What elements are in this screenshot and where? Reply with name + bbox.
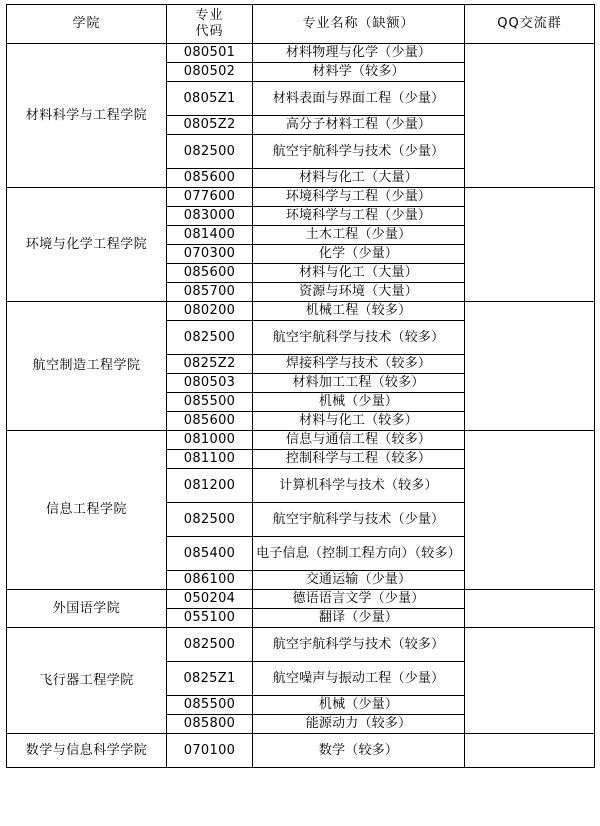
major-code-cell: 082500 xyxy=(167,321,253,355)
major-code-cell: 080501 xyxy=(167,44,253,63)
major-name-cell: 焊接科学与技术（较多） xyxy=(253,355,465,374)
college-cell: 飞行器工程学院 xyxy=(7,628,167,734)
major-code-cell: 082500 xyxy=(167,628,253,662)
qq-group-cell xyxy=(465,431,595,590)
header-qq-group: QQ交流群 xyxy=(465,5,595,44)
major-code-cell: 077600 xyxy=(167,188,253,207)
college-cell: 航空制造工程学院 xyxy=(7,302,167,431)
major-name-cell: 德语语言文学（少量） xyxy=(253,590,465,609)
qq-group-cell xyxy=(465,44,595,188)
major-code-cell: 0825Z1 xyxy=(167,662,253,696)
major-name-cell: 机械（少量） xyxy=(253,696,465,715)
college-cell: 材料科学与工程学院 xyxy=(7,44,167,188)
table-row xyxy=(7,628,595,662)
page-bottom-clip xyxy=(0,818,600,826)
major-name-cell: 机械（少量） xyxy=(253,393,465,412)
major-name-cell: 航空噪声与振动工程（少量） xyxy=(253,662,465,696)
major-code-cell: 050204 xyxy=(167,590,253,609)
college-cell: 数学与信息科学学院 xyxy=(7,734,167,768)
table-row xyxy=(7,734,595,768)
table-header xyxy=(7,5,595,44)
major-name-cell: 能源动力（较多） xyxy=(253,715,465,734)
major-name-cell: 资源与环境（大量） xyxy=(253,283,465,302)
major-code-cell: 081000 xyxy=(167,431,253,450)
major-code-cell: 085400 xyxy=(167,537,253,571)
major-name-cell: 化学（少量） xyxy=(253,245,465,264)
major-code-cell: 082500 xyxy=(167,135,253,169)
major-code-cell: 085800 xyxy=(167,715,253,734)
major-code-cell: 085500 xyxy=(167,393,253,412)
qq-group-cell xyxy=(465,628,595,734)
college-cell: 环境与化学工程学院 xyxy=(7,188,167,302)
major-name-cell: 材料与化工（大量） xyxy=(253,264,465,283)
major-name-cell: 材料与化工（大量） xyxy=(253,169,465,188)
header-major-name: 专业名称（缺额） xyxy=(253,5,465,44)
major-code-cell: 080503 xyxy=(167,374,253,393)
major-name-cell: 航空宇航科学与技术（较多） xyxy=(253,628,465,662)
major-code-cell: 055100 xyxy=(167,609,253,628)
college-cell: 外国语学院 xyxy=(7,590,167,628)
major-name-cell: 材料表面与界面工程（少量） xyxy=(253,82,465,116)
table-row xyxy=(7,44,595,63)
major-code-cell: 081100 xyxy=(167,450,253,469)
major-code-cell: 085500 xyxy=(167,696,253,715)
major-name-cell: 航空宇航科学与技术（少量） xyxy=(253,135,465,169)
table-row xyxy=(7,590,595,609)
major-code-cell: 070300 xyxy=(167,245,253,264)
major-name-cell: 航空宇航科学与技术（少量） xyxy=(253,503,465,537)
major-code-cell: 080200 xyxy=(167,302,253,321)
major-code-cell: 070100 xyxy=(167,734,253,768)
major-code-cell: 083000 xyxy=(167,207,253,226)
major-name-cell: 机械工程（较多） xyxy=(253,302,465,321)
college-cell: 信息工程学院 xyxy=(7,431,167,590)
qq-group-cell xyxy=(465,188,595,302)
major-name-cell: 环境科学与工程（少量） xyxy=(253,207,465,226)
major-name-cell: 材料学（较多） xyxy=(253,63,465,82)
major-name-cell: 计算机科学与技术（较多） xyxy=(253,469,465,503)
table-row xyxy=(7,302,595,321)
major-code-cell: 085600 xyxy=(167,412,253,431)
major-code-cell: 0825Z2 xyxy=(167,355,253,374)
major-code-cell: 081200 xyxy=(167,469,253,503)
table-row xyxy=(7,431,595,450)
major-code-cell: 085600 xyxy=(167,169,253,188)
qq-group-cell xyxy=(465,734,595,768)
major-name-cell: 航空宇航科学与技术（较多） xyxy=(253,321,465,355)
major-code-cell: 0805Z1 xyxy=(167,82,253,116)
major-code-cell: 082500 xyxy=(167,503,253,537)
table-body xyxy=(7,44,595,768)
header-code xyxy=(167,5,253,44)
major-name-cell: 材料加工工程（较多） xyxy=(253,374,465,393)
major-code-cell: 086100 xyxy=(167,571,253,590)
major-code-cell: 080502 xyxy=(167,63,253,82)
qq-group-cell xyxy=(465,302,595,431)
major-name-cell: 土木工程（少量） xyxy=(253,226,465,245)
major-name-cell: 环境科学与工程（少量） xyxy=(253,188,465,207)
major-name-cell: 材料物理与化学（少量） xyxy=(253,44,465,63)
major-code-cell: 085700 xyxy=(167,283,253,302)
major-name-cell: 翻译（少量） xyxy=(253,609,465,628)
major-name-cell: 数学（较多） xyxy=(253,734,465,768)
major-name-cell: 材料与化工（较多） xyxy=(253,412,465,431)
major-name-cell: 电子信息（控制工程方向）（较多） xyxy=(253,537,465,571)
table-row xyxy=(7,188,595,207)
major-name-cell: 交通运输（少量） xyxy=(253,571,465,590)
header-college: 学院 xyxy=(7,5,167,44)
header-code-line2: 代码 xyxy=(195,24,224,39)
major-name-cell: 高分子材料工程（少量） xyxy=(253,116,465,135)
major-name-cell: 控制科学与工程（较多） xyxy=(253,450,465,469)
major-quota-table xyxy=(6,4,595,768)
header-code-line1: 专业 xyxy=(195,8,224,24)
major-code-cell: 0805Z2 xyxy=(167,116,253,135)
major-name-cell: 信息与通信工程（较多） xyxy=(253,431,465,450)
major-code-cell: 085600 xyxy=(167,264,253,283)
major-code-cell: 081400 xyxy=(167,226,253,245)
table-header-row xyxy=(7,5,595,44)
qq-group-cell xyxy=(465,590,595,628)
